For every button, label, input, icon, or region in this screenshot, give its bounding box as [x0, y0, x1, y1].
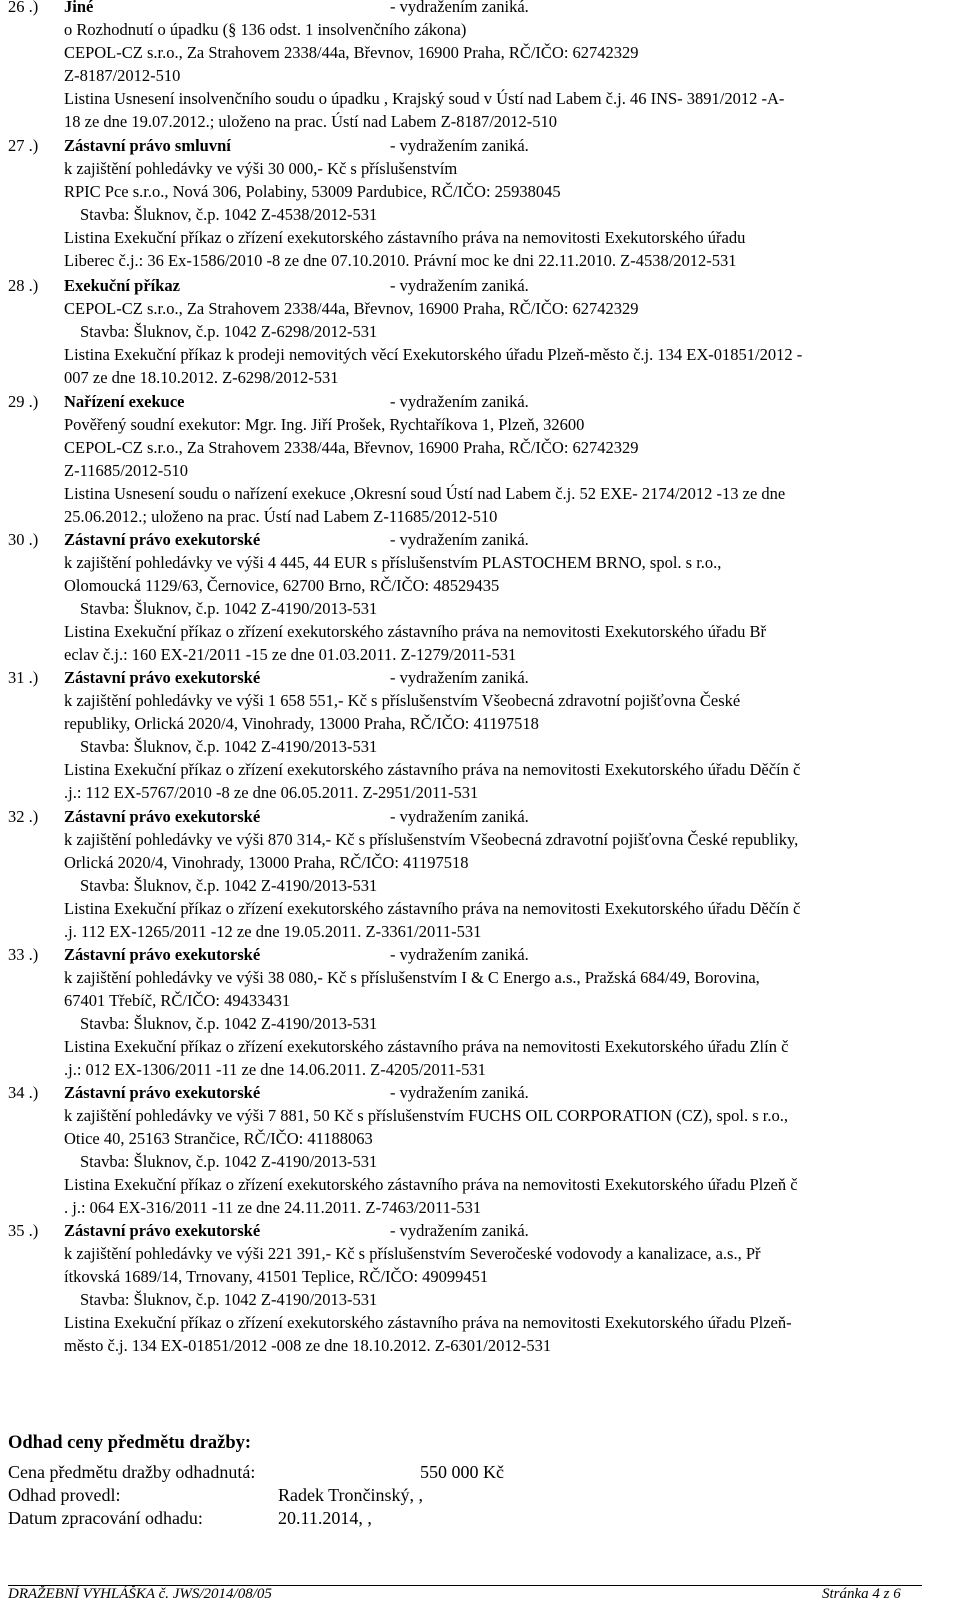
- item-line: Listina Usnesení insolvenčního soudu o úpadku , Krajský soud v Ústí nad Labem č.j. 46 INS- 3891/2012 -A-: [64, 89, 785, 108]
- item-line: Listina Exekuční příkaz o zřízení exekutorského zástavního práva na nemovitosti Exekutorského úřadu Bř: [64, 622, 766, 641]
- item-line: Liberec č.j.: 36 Ex-1586/2010 -8 ze dne 07.10.2010. Právní moc ke dni 22.11.2010. Z-4538/2012-531: [64, 251, 737, 270]
- item-line: 25.06.2012.; uloženo na prac. Ústí nad Labem Z-11685/2012-510: [64, 507, 498, 526]
- item-line: Z-11685/2012-510: [64, 461, 189, 480]
- item-line: Listina Exekuční příkaz o zřízení exekutorského zástavního práva na nemovitosti Exekutorského úřadu Plzeň č: [64, 1175, 798, 1194]
- item-number: 34 .): [8, 1083, 39, 1102]
- extinction-note: - vydražením zaniká.: [390, 807, 529, 826]
- estimate-date-label: Datum zpracování odhadu:: [8, 1508, 203, 1528]
- item-line: k zajištění pohledávky ve výši 4 445, 44 EUR s příslušenstvím PLASTOCHEM BRNO, spol. s r.o.,: [64, 553, 722, 572]
- item-line: Stavba: Šluknov, č.p. 1042 Z-4538/2012-531: [80, 205, 378, 224]
- item-line: Listina Exekuční příkaz o zřízení exekutorského zástavního práva na nemovitosti Exekutorského úřadu: [64, 228, 746, 247]
- extinction-note: - vydražením zaniká.: [390, 945, 529, 964]
- item-line: 18 ze dne 19.07.2012.; uloženo na prac. Ústí nad Labem Z-8187/2012-510: [64, 112, 558, 131]
- estimator-label: Odhad provedl:: [8, 1485, 121, 1505]
- item-title: Zástavní právo exekutorské: [64, 668, 261, 687]
- item-line: republiky, Orlická 2020/4, Vinohrady, 13000 Praha, RČ/IČO: 41197518: [64, 714, 539, 733]
- item-number: 33 .): [8, 945, 39, 964]
- item-number: 28 .): [8, 276, 39, 295]
- item-title: Zástavní právo exekutorské: [64, 807, 261, 826]
- item-line: Stavba: Šluknov, č.p. 1042 Z-4190/2013-531: [80, 1014, 378, 1033]
- item-line: 67401 Třebíč, RČ/IČO: 49433431: [64, 991, 291, 1010]
- item-line: Listina Exekuční příkaz k prodeji nemovitých věcí Exekutorského úřadu Plzeň-město č.j. 134 EX-01851/2012 -: [64, 345, 803, 364]
- item-line: CEPOL-CZ s.r.o., Za Strahovem 2338/44a, Břevnov, 16900 Praha, RČ/IČO: 62742329: [64, 299, 639, 318]
- estimate-date-value: 20.11.2014, ,: [278, 1508, 372, 1528]
- item-line: . j.: 064 EX-316/2011 -11 ze dne 24.11.2011. Z-7463/2011-531: [64, 1198, 482, 1217]
- footer-document-id: DRAŽEBNÍ VYHLÁŠKA č. JWS/2014/08/05: [8, 1586, 272, 1602]
- extinction-note: - vydražením zaniká.: [390, 1221, 529, 1240]
- item-number: 30 .): [8, 530, 39, 549]
- item-title: Exekuční příkaz: [64, 276, 180, 295]
- estimate-heading: Odhad ceny předmětu dražby:: [8, 1433, 252, 1453]
- item-line: k zajištění pohledávky ve výši 1 658 551,- Kč s příslušenstvím Všeobecná zdravotní pojišťovna České: [64, 691, 741, 710]
- item-title: Zástavní právo exekutorské: [64, 1221, 261, 1240]
- extinction-note: - vydražením zaniká.: [390, 1083, 529, 1102]
- item-number: 26 .): [8, 0, 39, 16]
- item-line: k zajištění pohledávky ve výši 221 391,- Kč s příslušenstvím Severočeské vodovody a kanalizace, a.s., Př: [64, 1244, 761, 1263]
- item-line: Stavba: Šluknov, č.p. 1042 Z-4190/2013-531: [80, 1152, 378, 1171]
- item-line: ítkovská 1689/14, Trnovany, 41501 Teplice, RČ/IČO: 49099451: [64, 1267, 489, 1286]
- estimator-value: Radek Trončinský, ,: [278, 1485, 424, 1505]
- item-line: Z-8187/2012-510: [64, 66, 181, 85]
- item-line: CEPOL-CZ s.r.o., Za Strahovem 2338/44a, Břevnov, 16900 Praha, RČ/IČO: 62742329: [64, 438, 639, 457]
- item-line: k zajištění pohledávky ve výši 870 314,- Kč s příslušenstvím Všeobecná zdravotní pojišťovna České republiky,: [64, 830, 799, 849]
- extinction-note: - vydražením zaniká.: [390, 668, 529, 687]
- item-line: Olomoucká 1129/63, Černovice, 62700 Brno, RČ/IČO: 48529435: [64, 576, 500, 595]
- item-title: Jiné: [64, 0, 94, 16]
- item-line: RPIC Pce s.r.o., Nová 306, Polabiny, 53009 Pardubice, RČ/IČO: 25938045: [64, 182, 561, 201]
- item-line: Pověřený soudní exekutor: Mgr. Ing. Jiří Prošek, Rychtaříkova 1, Plzeň, 32600: [64, 415, 585, 434]
- item-line: CEPOL-CZ s.r.o., Za Strahovem 2338/44a, Břevnov, 16900 Praha, RČ/IČO: 62742329: [64, 43, 639, 62]
- item-line: Stavba: Šluknov, č.p. 1042 Z-4190/2013-531: [80, 1290, 378, 1309]
- item-line: Listina Exekuční příkaz o zřízení exekutorského zástavního práva na nemovitosti Exekutorského úřadu Plzeň-: [64, 1313, 792, 1332]
- item-line: k zajištění pohledávky ve výši 38 080,- Kč s příslušenstvím I & C Energo a.s., Pražská 684/49, Borovina,: [64, 968, 760, 987]
- item-line: .j.: 012 EX-1306/2011 -11 ze dne 14.06.2011. Z-4205/2011-531: [64, 1060, 486, 1079]
- item-number: 32 .): [8, 807, 39, 826]
- item-line: .j. 112 EX-1265/2011 -12 ze dne 19.05.2011. Z-3361/2011-531: [64, 922, 482, 941]
- item-line: 007 ze dne 18.10.2012. Z-6298/2012-531: [64, 368, 339, 387]
- item-line: k zajištění pohledávky ve výši 30 000,- Kč s příslušenstvím: [64, 159, 458, 178]
- item-line: Listina Exekuční příkaz o zřízení exekutorského zástavního práva na nemovitosti Exekutorského úřadu Děčín č: [64, 760, 801, 779]
- price-value: 550 000 Kč: [420, 1462, 504, 1482]
- extinction-note: - vydražením zaniká.: [390, 392, 529, 411]
- extinction-note: - vydražením zaniká.: [390, 276, 529, 295]
- extinction-note: - vydražením zaniká.: [390, 0, 529, 16]
- item-line: .j.: 112 EX-5767/2010 -8 ze dne 06.05.2011. Z-2951/2011-531: [64, 783, 479, 802]
- item-line: Listina Exekuční příkaz o zřízení exekutorského zástavního práva na nemovitosti Exekutorského úřadu Děčín č: [64, 899, 801, 918]
- item-title: Zástavní právo exekutorské: [64, 1083, 261, 1102]
- item-line: Listina Exekuční příkaz o zřízení exekutorského zástavního práva na nemovitosti Exekutorského úřadu Zlín č: [64, 1037, 789, 1056]
- item-title: Nařízení exekuce: [64, 392, 185, 411]
- item-title: Zástavní právo exekutorské: [64, 530, 261, 549]
- item-line: město č.j. 134 EX-01851/2012 -008 ze dne 18.10.2012. Z-6301/2012-531: [64, 1336, 552, 1355]
- extinction-note: - vydražením zaniká.: [390, 530, 529, 549]
- item-number: 31 .): [8, 668, 39, 687]
- item-line: Otice 40, 25163 Strančice, RČ/IČO: 41188063: [64, 1129, 373, 1148]
- item-number: 27 .): [8, 136, 39, 155]
- item-line: k zajištění pohledávky ve výši 7 881, 50 Kč s příslušenstvím FUCHS OIL CORPORATION (CZ), spol. s r.o.,: [64, 1106, 788, 1125]
- item-line: o Rozhodnutí o úpadku (§ 136 odst. 1 insolvenčního zákona): [64, 20, 467, 39]
- extinction-note: - vydražením zaniká.: [390, 136, 529, 155]
- item-line: Stavba: Šluknov, č.p. 1042 Z-4190/2013-531: [80, 599, 378, 618]
- item-line: Orlická 2020/4, Vinohrady, 13000 Praha, RČ/IČO: 41197518: [64, 853, 469, 872]
- item-line: Listina Usnesení soudu o nařízení exekuce ,Okresní soud Ústí nad Labem č.j. 52 EXE- 2174/2012 -13 ze dne: [64, 484, 786, 503]
- item-title: Zástavní právo exekutorské: [64, 945, 261, 964]
- item-number: 29 .): [8, 392, 39, 411]
- item-line: Stavba: Šluknov, č.p. 1042 Z-4190/2013-531: [80, 737, 378, 756]
- footer-page-number: Stránka 4 z 6: [822, 1586, 901, 1602]
- item-number: 35 .): [8, 1221, 39, 1240]
- item-title: Zástavní právo smluvní: [64, 136, 231, 155]
- item-line: Stavba: Šluknov, č.p. 1042 Z-4190/2013-531: [80, 876, 378, 895]
- item-line: eclav č.j.: 160 EX-21/2011 -15 ze dne 01.03.2011. Z-1279/2011-531: [64, 645, 517, 664]
- price-label: Cena předmětu dražby odhadnutá:: [8, 1462, 256, 1482]
- item-line: Stavba: Šluknov, č.p. 1042 Z-6298/2012-531: [80, 322, 378, 341]
